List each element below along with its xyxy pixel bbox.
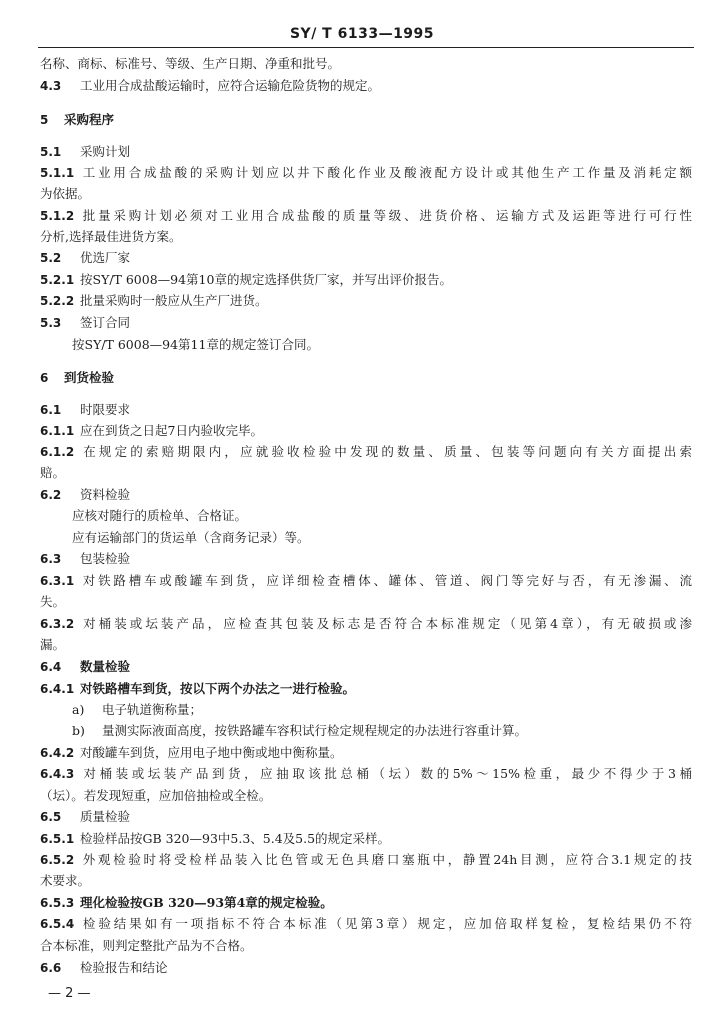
line-text: 分析,选择最佳进货方案。	[40, 229, 182, 244]
header-rule	[38, 47, 694, 48]
clause-number: 6.3	[40, 552, 62, 566]
clause-text: 按SY/T 6008—94第10章的规定选择供货厂家，并写出评价报告。	[80, 272, 452, 287]
clause-6-5-1	[40, 831, 692, 847]
clause-6-3	[40, 551, 692, 567]
clause-number: 6.5	[40, 810, 62, 824]
clause-text: 批量采购计划必须对工业用合成盐酸的质量等级、进货价格、运输方式及运距等进行可行性	[80, 208, 692, 223]
clause-6-4-3	[40, 766, 692, 782]
clause-text: 优选厂家	[80, 250, 131, 265]
clause-text: 对酸罐车到货，应用电子地中衡或地中衡称量。	[80, 745, 343, 760]
text-line	[40, 530, 724, 546]
line-text: 应核对随行的质检单、合格证。	[72, 508, 248, 523]
text-line	[40, 56, 692, 72]
clause-number: 6.4.1	[40, 682, 75, 696]
page-number: — 2 —	[48, 986, 91, 1001]
clause-6-3-1	[40, 573, 692, 589]
clause-number: 6.1.2	[40, 445, 75, 459]
clause-6-1-2	[40, 444, 692, 460]
clause-6-6	[40, 960, 692, 976]
line-text: 赔。	[40, 465, 66, 480]
clause-text: 工业用合成盐酸运输时，应符合运输危险货物的规定。	[80, 78, 381, 93]
clause-6-5-2	[40, 852, 692, 868]
text-line	[40, 938, 692, 954]
clause-number: 6.1.1	[40, 424, 75, 438]
clause-text: 对桶装或坛装产品，应检查其包装及标志是否符合本标准规定（见第4章），有无破损或渗	[80, 616, 692, 631]
text-line	[40, 337, 724, 353]
clause-number: 4.3	[40, 79, 62, 93]
clause-text: 数量检验	[80, 659, 131, 674]
clause-number: 5.2.2	[40, 294, 75, 308]
clause-text: 工业用合成盐酸的采购计划应以井下酸化作业及酸液配方设计或其他生产工作量及消耗定额	[80, 165, 692, 180]
standard-code: SY/ T 6133—1995	[289, 26, 435, 42]
clause-number: 6.4.2	[40, 746, 75, 760]
clause-6-3-2	[40, 616, 692, 632]
text-line	[40, 465, 692, 481]
clause-number: 5.1	[40, 145, 62, 159]
clause-text: 检验样品按GB 320—93中5.3、5.4及5.5的规定采样。	[80, 831, 391, 846]
clause-text: 对桶装或坛装产品到货，应抽取该批总桶（坛）数的5%～15%检重，最少不得少于3桶	[80, 766, 692, 781]
clause-text: 对铁路槽车到货，按以下两个办法之一进行检验。	[80, 681, 356, 696]
line-text: 合本标准，则判定整批产品为不合格。	[40, 938, 253, 953]
text-line	[40, 186, 692, 202]
clause-number: 6.3.1	[40, 574, 75, 588]
line-text: 漏。	[40, 637, 66, 652]
line-text: 为依据。	[40, 186, 91, 201]
clause-text: 在规定的索赔期限内，应就验收检验中发现的数量、质量、包装等问题向有关方面提出索	[80, 444, 692, 459]
clause-number: 5.2	[40, 251, 62, 265]
clause-6-2	[40, 487, 692, 503]
section-6-heading	[40, 370, 692, 386]
clause-5-1-2	[40, 208, 692, 224]
clause-6-4	[40, 659, 692, 675]
section-5-heading	[40, 112, 692, 128]
clause-text: 质量检验	[80, 809, 131, 824]
list-item	[40, 723, 724, 739]
clause-text: 批量采购时一般应从生产厂进货。	[80, 293, 268, 308]
section-number: 6	[40, 371, 49, 385]
clause-6-5	[40, 809, 692, 825]
line-text: 按SY/T 6008—94第11章的规定签订合同。	[72, 337, 319, 352]
clause-number: 5.1.1	[40, 166, 75, 180]
text-line	[40, 788, 692, 804]
clause-text: 检验结果如有一项指标不符合本标准（见第3章）规定，应加倍取样复检，复检结果仍不符	[80, 916, 692, 931]
list-item	[40, 702, 724, 718]
clause-text: 应在到货之日起7日内验收完毕。	[80, 423, 263, 438]
clause-text: 时限要求	[80, 402, 131, 417]
clause-6-4-1	[40, 681, 692, 697]
line-text: 术要求。	[40, 873, 91, 888]
clause-number: 6.4.3	[40, 767, 75, 781]
clause-number: 5.2.1	[40, 273, 75, 287]
clause-text: 外观检验时将受检样品装入比色管或无色具磨口塞瓶中，静置24h目测，应符合3.1规定的技	[80, 852, 692, 867]
section-number: 5	[40, 113, 49, 127]
clause-text: 资料检验	[80, 487, 131, 502]
clause-text: 签订合同	[80, 315, 131, 330]
text-line	[40, 508, 724, 524]
clause-6-5-4	[40, 916, 692, 932]
clause-5-1-1	[40, 165, 692, 181]
clause-number: 5.3	[40, 316, 62, 330]
clause-number: 6.5.2	[40, 853, 75, 867]
list-marker: a)	[72, 702, 85, 717]
clause-text: 检验报告和结论	[80, 960, 168, 975]
clause-5-2-1	[40, 272, 692, 288]
clause-number: 6.3.2	[40, 617, 75, 631]
list-item-text: 量测实际液面高度，按铁路罐车容积试行检定规程规定的办法进行容重计算。	[102, 723, 528, 738]
text-line	[40, 873, 692, 889]
clause-5-2	[40, 250, 692, 266]
clause-number: 6.5.4	[40, 917, 75, 931]
clause-text: 理化检验按GB 320—93第4章的规定检验。	[80, 895, 333, 910]
section-title: 采购程序	[64, 112, 115, 127]
clause-number: 6.5.1	[40, 832, 75, 846]
clause-number: 5.1.2	[40, 209, 75, 223]
line-text: 名称、商标、标准号、等级、生产日期、净重和批号。	[40, 56, 341, 71]
clause-5-1	[40, 144, 692, 160]
clause-text: 采购计划	[80, 144, 131, 159]
clause-number: 6.1	[40, 403, 62, 417]
line-text: （坛）。若发现短重，应加倍抽检或全检。	[40, 788, 272, 803]
list-marker: b)	[72, 723, 85, 738]
text-line	[40, 637, 692, 653]
clause-text: 包装检验	[80, 551, 131, 566]
clause-5-3	[40, 315, 692, 331]
list-item-text: 电子轨道衡称量；	[102, 702, 203, 717]
clause-number: 6.5.3	[40, 896, 75, 910]
text-line	[40, 229, 692, 245]
line-text: 失。	[40, 594, 66, 609]
clause-number: 6.2	[40, 488, 62, 502]
clause-4-3	[40, 78, 692, 94]
clause-number: 6.4	[40, 660, 62, 674]
clause-6-4-2	[40, 745, 692, 761]
line-text: 应有运输部门的货运单（含商务记录）等。	[72, 530, 310, 545]
clause-6-1-1	[40, 423, 692, 439]
text-line	[40, 594, 692, 610]
clause-number: 6.6	[40, 961, 62, 975]
page-header	[0, 0, 724, 48]
clause-text: 对铁路槽车或酸罐车到货，应详细检查槽体、罐体、管道、阀门等完好与否，有无渗漏、流	[80, 573, 692, 588]
clause-6-1	[40, 402, 692, 418]
clause-6-5-3	[40, 895, 692, 911]
section-title: 到货检验	[64, 370, 115, 385]
clause-5-2-2	[40, 293, 692, 309]
